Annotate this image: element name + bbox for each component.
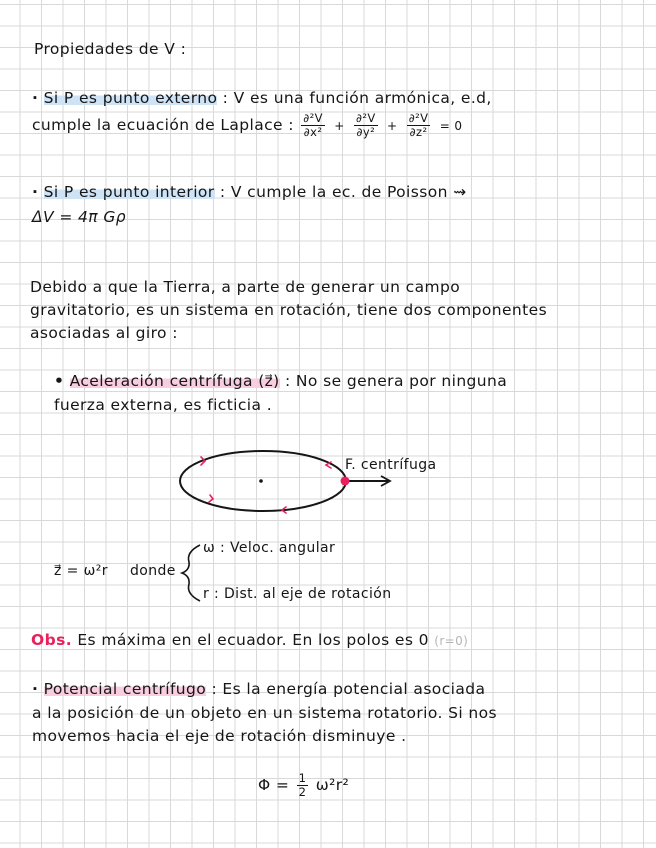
centrifugal-force-label: F. centrífuga [345, 457, 437, 473]
laplace-term-y-den: ∂y² [356, 125, 376, 139]
centrifugal-potential-line [32, 680, 485, 698]
equals-zero: = 0 [439, 118, 463, 133]
external-point-text: : V es una función armónica, e.d, [222, 89, 492, 107]
centrifugal-acceleration-highlight: Aceleración centrífuga (z⃗) [69, 372, 280, 390]
bullet: · [32, 183, 39, 201]
observation-text: Es máxima en el ecuador. En los polos es 0 [77, 631, 429, 649]
centrifugal-potential-text: : Es la energía potencial asociada [211, 680, 486, 698]
bullet: • [54, 372, 65, 390]
observation-label: Obs. [31, 631, 72, 649]
centrifugal-acceleration-line-2: fuerza externa, es ficticia . [54, 396, 273, 414]
formula-brace [182, 545, 200, 601]
plus-sign: + [334, 118, 345, 133]
laplace-term-x-den: ∂x² [303, 125, 323, 139]
centrifugal-potential-line-3: movemos hacia el eje de rotación disminuye . [32, 727, 407, 745]
omega-definition: ω : Veloc. angular [203, 540, 336, 556]
radius-definition: r : Dist. al eje de rotación [203, 586, 392, 602]
internal-point-text: : V cumple la ec. de Poisson ⇝ [219, 183, 467, 201]
donde-label: donde [130, 563, 176, 579]
laplace-term-z-den: ∂z² [409, 125, 428, 139]
rotation-paragraph-line-3: asociadas al giro : [30, 324, 178, 342]
centrifugal-formula: z⃗ = ω²r [54, 563, 108, 579]
potential-fraction-den: 2 [298, 785, 307, 799]
potential-lhs: Φ = [258, 776, 290, 794]
rotation-arrow-icon [209, 495, 213, 502]
centrifugal-acceleration-text: : No se genera por ninguna [284, 372, 508, 390]
external-point-highlight: Si P es punto externo [43, 89, 218, 107]
poisson-equation: ΔV = 4π Gρ [32, 208, 127, 226]
laplace-term-z-num: ∂²V [408, 111, 429, 125]
bullet: · [32, 680, 39, 698]
internal-point-highlight: Si P es punto interior [43, 183, 215, 201]
rotation-arrow-icon [326, 462, 331, 468]
mass-point [341, 477, 350, 486]
observation [31, 631, 468, 649]
laplace-term-x-num: ∂²V [303, 111, 323, 125]
plus-sign: + [386, 118, 398, 133]
page-heading: Propiedades de V : [34, 40, 187, 58]
potential-fraction-num: 1 [298, 771, 307, 785]
bullet: · [32, 89, 39, 107]
rotation-paragraph-line-2: gravitatorio, es un sistema en rotación, tiene dos componentes [30, 301, 548, 319]
potential-rhs: ω²r² [315, 776, 350, 794]
potential-fraction [297, 772, 309, 799]
potential-formula [258, 772, 349, 799]
center-dot [259, 479, 263, 483]
laplace-intro: cumple la ecuación de Laplace : [32, 116, 294, 134]
observation-note: (r=0) [434, 634, 469, 648]
centrifugal-potential-highlight: Potencial centrífugo [43, 680, 207, 698]
laplace-term-y-num: ∂²V [356, 111, 376, 125]
rotation-paragraph-line-1: Debido a que la Tierra, a parte de generar un campo [30, 278, 461, 296]
centrifugal-potential-line-2: a la posición de un objeto en un sistema rotatorio. Si nos [32, 704, 497, 722]
